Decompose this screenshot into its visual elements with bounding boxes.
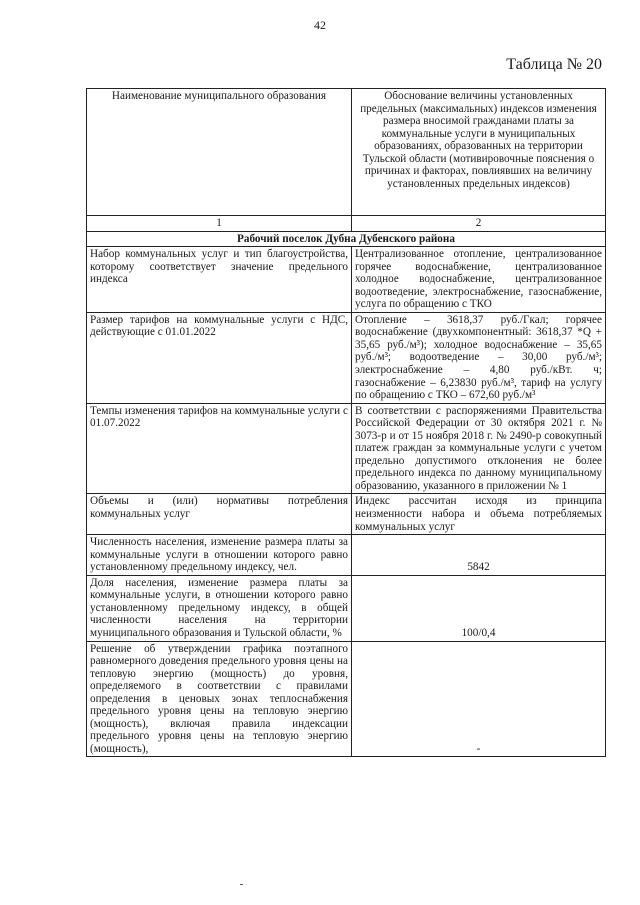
row-value: 100/0,4: [352, 575, 606, 641]
row-label: Темпы изменения тарифов на коммунальные услуги с 01.07.2022: [87, 403, 352, 494]
row-value: 5842: [352, 535, 606, 576]
data-table: [86, 88, 606, 757]
table-row: [87, 575, 606, 641]
column-number-2: 2: [352, 216, 606, 232]
table-caption: Таблица № 20: [506, 56, 602, 73]
column-number-1: 1: [87, 216, 352, 232]
row-label: Численность населения, изменение размера платы за коммунальные услуги в отношении которого равно установленному предельному индексу, чел.: [87, 535, 352, 576]
table-row: [87, 247, 606, 313]
column-number-row: [87, 216, 606, 232]
page-number: 42: [314, 18, 326, 32]
table-row: [87, 641, 606, 757]
header-row: [87, 89, 606, 216]
row-label: Объемы и (или) нормативы потребления коммунальных услуг: [87, 494, 352, 535]
section-row: [87, 231, 606, 247]
row-value: Отопление – 3618,37 руб./Гкал; горячее водоснабжение (двухкомпонентный: 3618,37 *Q + 35,65 руб./м³); холодное водоснабжение – 35,65 руб./м³; водоотведение – 30,00 руб./м³; электроснабжение – 4,80 руб./кВт. ч; газоснабжение – 6,23830 руб./м³, тариф на услугу по обращению с ТКО – 672,60 руб./м³: [352, 312, 606, 403]
table-row: [87, 494, 606, 535]
table-row: [87, 535, 606, 576]
table-row: [87, 403, 606, 494]
row-value: В соответствии с распоряжениями Правительства Российской Федерации от 30 октября 2021 г. № 3073-р и от 15 ноября 2018 г. № 2490-р совокупный платеж граждан за коммунальные услуги с учетом предельно допустимого отклонения не более предельного индекса по данному муниципальному образованию, указанного в приложении № 1: [352, 403, 606, 494]
row-label: Решение об утверждении графика поэтапного равномерного доведения предельного уровня цены на тепловую энергию (мощность) до уровня, определяемого в соответствии с правилами определения в ценовых зонах теплоснабжения предельного уровня цены на тепловую энергию (мощность), включая правила индексации предельного уровня цены на тепловую энергию (мощность),: [87, 641, 352, 757]
row-label: Набор коммунальных услуг и тип благоустройства, которому соответствует значение предельного индекса: [87, 247, 352, 313]
row-value: -: [352, 641, 606, 757]
row-label: Доля населения, изменение размера платы за коммунальные услуги, в отношении которого равно установленному предельному индексу, в общей численности населения на территории муниципального образования и Тульской области, %: [87, 575, 352, 641]
row-value: Индекс рассчитан исходя из принципа неизменности набора и объема потребляемых коммунальных услуг: [352, 494, 606, 535]
row-value: Централизованное отопление, централизованное горячее водоснабжение, централизованное холодное водоснабжение, централизованное водоотведение, электроснабжение, газоснабжение, услуга по обращению с ТКО: [352, 247, 606, 313]
row-label: Размер тарифов на коммунальные услуги с НДС, действующие с 01.01.2022: [87, 312, 352, 403]
header-col2: Обоснование величины установленных предельных (максимальных) индексов изменения размера вносимой гражданами платы за коммунальные услуги в муниципальных образованиях, образованных на территории Тульской области (мотивировочные пояснения о причинах и факторах, повлиявших на величину установленных предельных индексов): [352, 89, 606, 216]
table-row: [87, 312, 606, 403]
scan-mark: [240, 884, 243, 885]
section-title: Рабочий поселок Дубна Дубенского района: [87, 231, 606, 247]
header-col1: Наименование муниципального образования: [87, 89, 352, 216]
